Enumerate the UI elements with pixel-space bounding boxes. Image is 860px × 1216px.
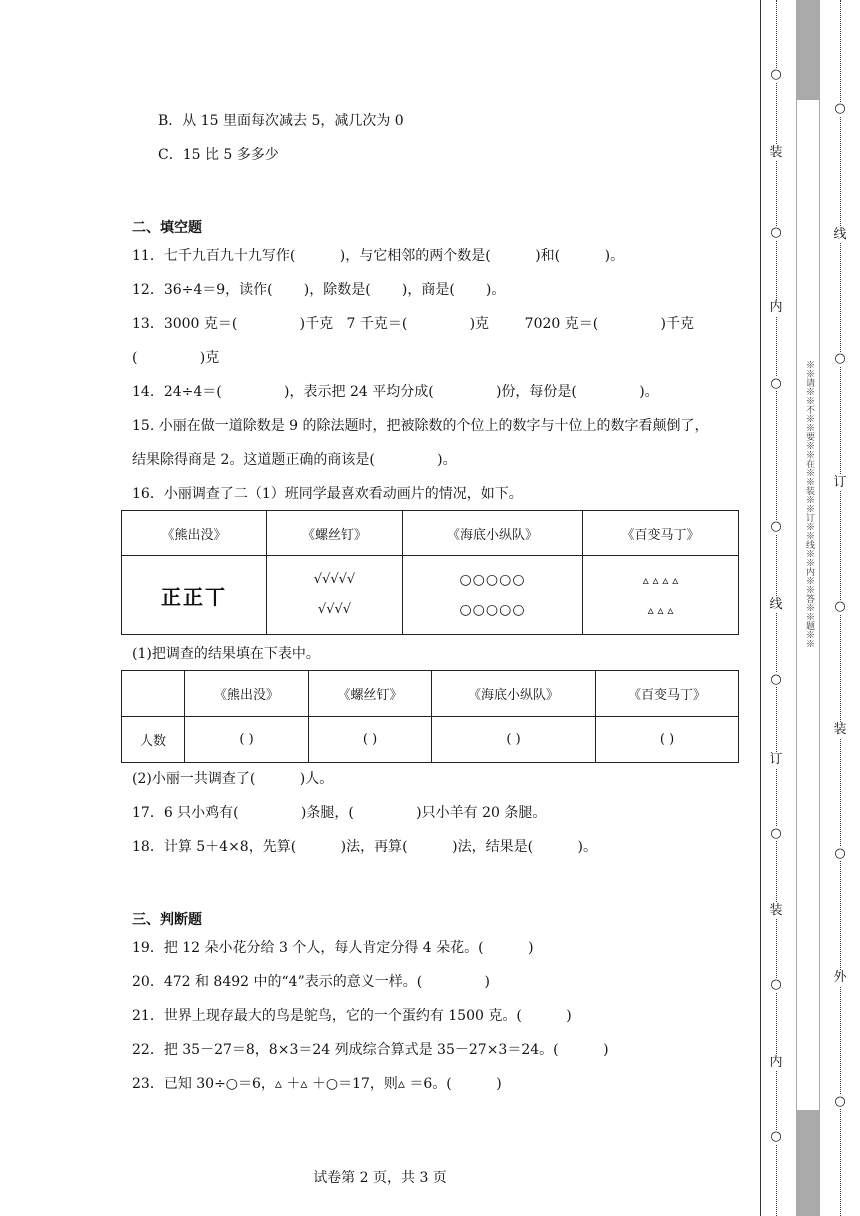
question-17: 17．6 只小鸡有( )条腿，( )只小羊有 20 条腿。 xyxy=(132,805,547,821)
option-c: C．15 比 5 多多少 xyxy=(158,147,279,163)
tally-marks: 正正丅 xyxy=(161,584,227,609)
question-14: 14．24÷4＝( )，表示把 24 平均分成( )份，每份是( )。 xyxy=(132,384,659,400)
triangle-marks-cell xyxy=(583,556,739,635)
binding-label: 装 xyxy=(769,145,783,160)
question-15: 15. 小丽在做一道除数是 9 的除法题时，把被除数的个位上的数字与十位上的数字看颠倒了， xyxy=(132,418,709,434)
binding-border xyxy=(760,0,761,1216)
question-19: 19．把 12 朵小花分给 3 个人，每人肯定分得 4 朵花。( ) xyxy=(132,940,534,956)
binding-circle: ○ xyxy=(768,226,784,240)
option-b: B．从 15 里面每次减去 5，减几次为 0 xyxy=(158,113,404,129)
question-13: 13．3000 克＝( )千克 7 千克＝( )克 7020 克＝( )千克 xyxy=(132,316,694,332)
result-blank: ( ) xyxy=(309,717,432,763)
question-16: 16．小丽调查了二（1）班同学最喜欢看动画片的情况，如下。 xyxy=(132,486,523,502)
question-18: 18．计算 5＋4×8，先算( )法，再算( )法，结果是( )。 xyxy=(132,839,597,855)
circle-marks-cell xyxy=(403,556,583,635)
survey-header-baibian: 《百变马丁》 xyxy=(583,511,739,556)
result-header-luosiding: 《螺丝钉》 xyxy=(309,671,432,717)
question-16-part-1: (1)把调查的结果填在下表中。 xyxy=(132,646,320,662)
question-23: 23．已知 30÷○＝6，▵ ＋▵ ＋○＝17，则▵ ＝6。( ) xyxy=(132,1076,502,1092)
binding-circle: ○ xyxy=(832,102,848,116)
check-marks-row: √√√√ xyxy=(317,602,352,617)
page-footer: 试卷第 2 页，共 3 页 xyxy=(313,1170,447,1186)
binding-label: 订 xyxy=(833,475,847,490)
circle-marks-row: ○○○○○ xyxy=(459,572,526,588)
survey-header-luosiding: 《螺丝钉》 xyxy=(267,511,403,556)
triangle-marks-row: ▵ ▵ ▵ xyxy=(647,603,674,617)
binding-circle: ○ xyxy=(768,520,784,534)
question-16-part-2: (2)小丽一共调查了( )人。 xyxy=(132,771,334,787)
section-judgement-heading: 三、判断题 xyxy=(132,912,202,928)
binding-circle: ○ xyxy=(768,827,784,841)
binding-label: 内 xyxy=(769,1055,783,1070)
binding-circle: ○ xyxy=(832,352,848,366)
binding-label: 装 xyxy=(833,722,847,737)
circle-marks-row: ○○○○○ xyxy=(459,602,526,618)
section-fill-in-heading: 二、填空题 xyxy=(132,220,202,236)
question-11: 11．七千九百九十九写作( )，与它相邻的两个数是( )和( )。 xyxy=(132,248,625,264)
question-21: 21．世界上现存最大的鸟是鸵鸟，它的一个蛋约有 1500 克。( ) xyxy=(132,1008,572,1024)
binding-label: 外 xyxy=(833,970,847,985)
result-header-baibian: 《百变马丁》 xyxy=(596,671,739,717)
question-15-continued: 结果除得商是 2。这道题正确的商该是( )。 xyxy=(132,452,457,468)
binding-circle: ○ xyxy=(832,600,848,614)
binding-label: 订 xyxy=(769,752,783,767)
survey-header-xiongchumei: 《熊出没》 xyxy=(122,511,267,556)
result-table xyxy=(121,670,739,763)
binding-label: 线 xyxy=(769,597,783,612)
binding-warning-note: ※※请※※不※※要※※在※※装※※订※※线※※内※※答※※题※※ xyxy=(804,360,814,648)
triangle-marks-row: ▵ ▵ ▵ ▵ xyxy=(642,573,679,587)
check-marks-row: √√√√√ xyxy=(313,572,356,587)
result-header-empty xyxy=(122,671,185,717)
binding-circle: ○ xyxy=(832,1095,848,1109)
question-20: 20．472 和 8492 中的“4”表示的意义一样。( ) xyxy=(132,974,490,990)
binding-circle: ○ xyxy=(768,673,784,687)
result-blank: ( ) xyxy=(432,717,596,763)
question-12: 12．36÷4＝9，读作( )，除数是( )，商是( )。 xyxy=(132,282,506,298)
binding-label: 内 xyxy=(769,300,783,315)
binding-circle: ○ xyxy=(832,847,848,861)
result-header-haidi: 《海底小纵队》 xyxy=(432,671,596,717)
binding-label: 线 xyxy=(833,227,847,242)
binding-circle: ○ xyxy=(768,1130,784,1144)
result-row-label: 人数 xyxy=(122,717,185,763)
survey-table xyxy=(121,510,739,635)
question-22: 22．把 35－27＝8，8×3＝24 列成综合算式是 35－27×3＝24。( ) xyxy=(132,1042,609,1058)
binding-circle: ○ xyxy=(768,68,784,82)
survey-header-haidi: 《海底小纵队》 xyxy=(403,511,583,556)
check-marks-cell xyxy=(267,556,403,635)
binding-circle: ○ xyxy=(768,978,784,992)
result-header-xiongchumei: 《熊出没》 xyxy=(185,671,309,717)
result-blank: ( ) xyxy=(596,717,739,763)
binding-circle: ○ xyxy=(768,377,784,391)
tally-marks-cell xyxy=(122,556,267,635)
question-13-continued: ( )克 xyxy=(132,350,220,366)
result-blank: ( ) xyxy=(185,717,309,763)
binding-label: 装 xyxy=(769,903,783,918)
